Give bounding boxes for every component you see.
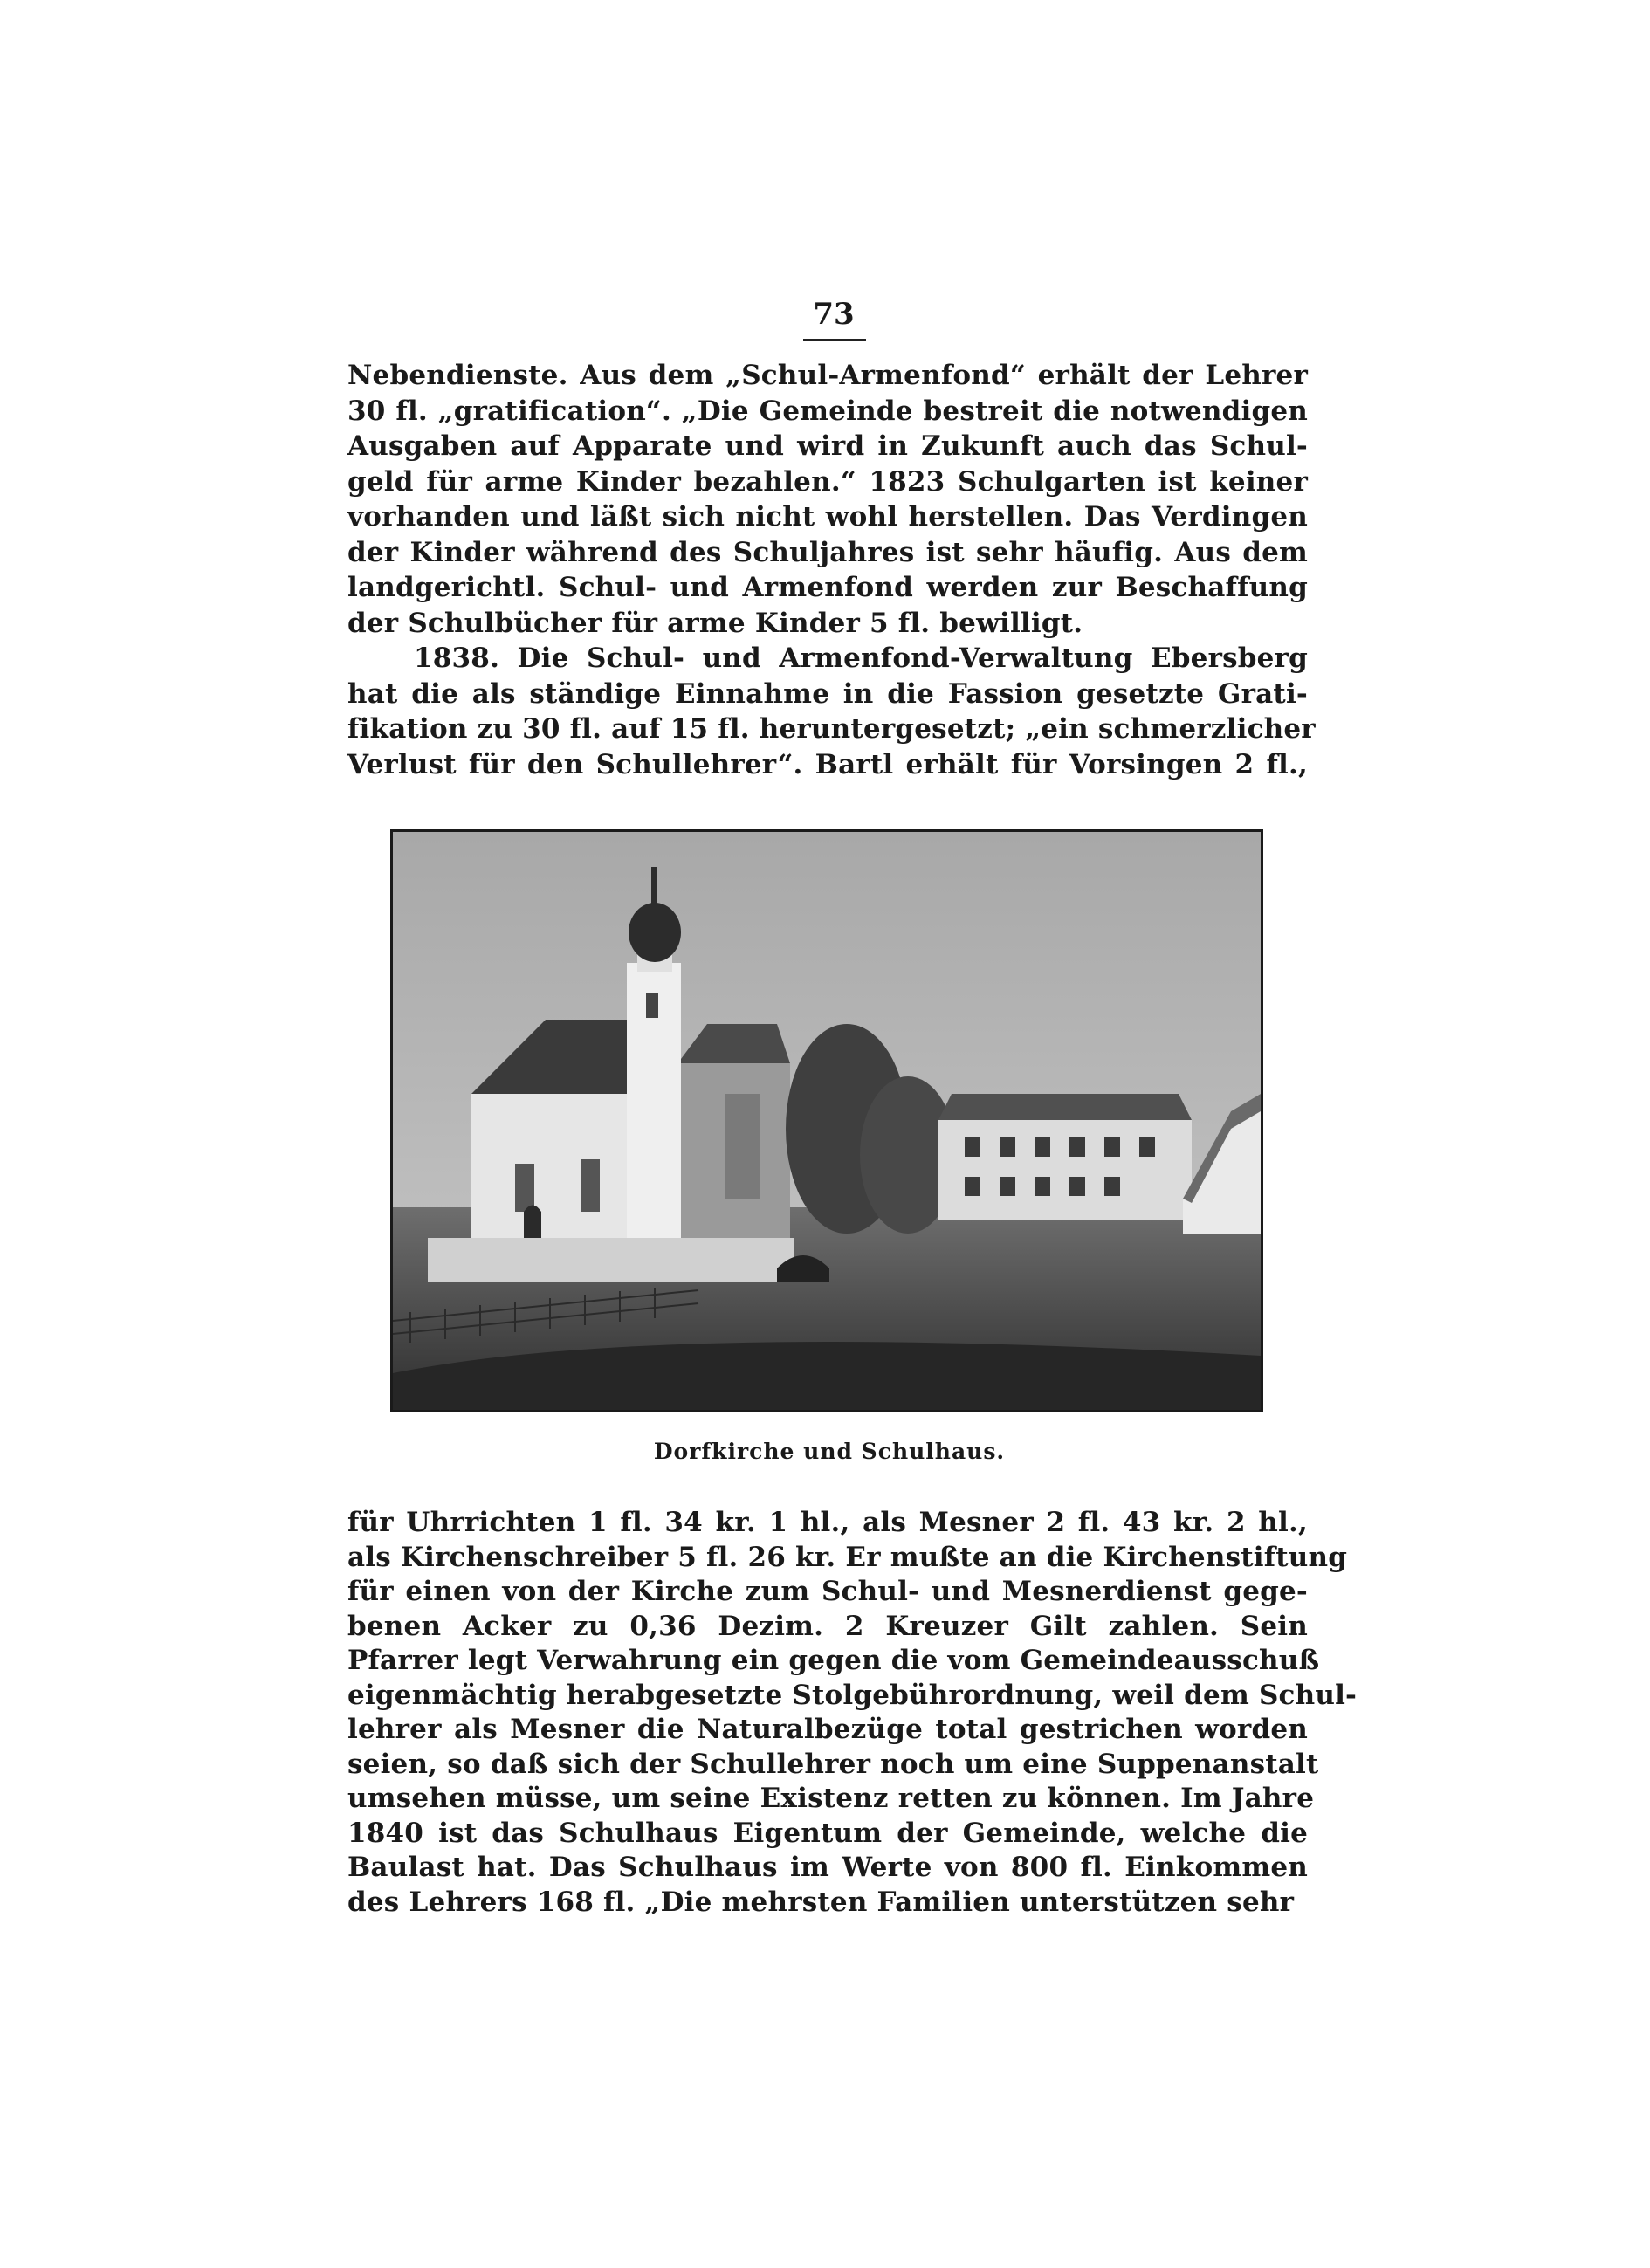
page-number-rule xyxy=(803,339,866,341)
text-line: Verlust für den Schullehrer“. Bartl erhält für Vorsingen 2 fl., xyxy=(347,748,1308,780)
page-number: 73 xyxy=(813,297,855,332)
text-line: eigenmächtig herabgesetzte Stolgebührordnung, weil dem Schul- xyxy=(347,1679,1358,1711)
text-line: Pfarrer legt Verwahrung ein gegen die vom Gemeindeausschuß xyxy=(347,1645,1320,1676)
text-line: fikation zu 30 fl. auf 15 fl. heruntergesetzt; „ein schmerzlicher xyxy=(347,713,1316,745)
text-line: als Kirchenschreiber 5 fl. 26 kr. Er mußte an die Kirchenstiftung xyxy=(347,1541,1348,1573)
text-line: vorhanden und läßt sich nicht wohl herstellen. Das Verdingen xyxy=(347,501,1308,533)
text-line: Nebendienste. Aus dem „Schul-Armenfond“ erhält der Lehrer xyxy=(347,360,1308,391)
text-line: hat die als ständige Einnahme in die Fassion gesetzte Grati- xyxy=(347,677,1308,710)
text-line: lehrer als Mesner die Naturalbezüge total gestrichen worden xyxy=(347,1714,1308,1745)
text-line: der Schulbücher für arme Kinder 5 fl. bewilligt. xyxy=(347,607,1083,639)
text-line: 1840 ist das Schulhaus Eigentum der Gemeinde, welche die xyxy=(347,1817,1308,1849)
text-line: Baulast hat. Das Schulhaus im Werte von 800 fl. Einkommen xyxy=(347,1852,1308,1883)
text-line: für Uhrrichten 1 fl. 34 kr. 1 hl., als Mesner 2 fl. 43 kr. 2 hl., xyxy=(347,1507,1308,1538)
text-line: der Kinder während des Schuljahres ist sehr häufig. Aus dem xyxy=(347,536,1308,568)
text-line: landgerichtl. Schul- und Armenfond werden zur Beschaffung xyxy=(347,572,1308,603)
text-line: des Lehrers 168 fl. „Die mehrsten Familien unterstützen sehr xyxy=(347,1886,1295,1918)
text-block-top xyxy=(347,358,1316,782)
text-line: 30 fl. „gratification“. „Die Gemeinde bestreit die notwendigen xyxy=(347,395,1308,427)
text-line: Ausgaben auf Apparate und wird in Zukunft auch das Schul- xyxy=(347,430,1308,462)
text-line: umsehen müsse, um seine Existenz retten zu können. Im Jahre xyxy=(347,1783,1315,1814)
figure-caption: Dorfkirche und Schulhaus. xyxy=(653,1439,1006,1464)
photo-church-and-schoolhouse xyxy=(390,829,1263,1412)
text-line: seien, so daß sich der Schullehrer noch um eine Suppenanstalt xyxy=(347,1748,1319,1780)
text-line: für einen von der Kirche zum Schul- und Mesnerdienst gege- xyxy=(347,1576,1308,1607)
text-line: 1838. Die Schul- und Armenfond-Verwaltung Ebersberg xyxy=(414,643,1308,674)
text-line: geld für arme Kinder bezahlen.“ 1823 Schulgarten ist keiner xyxy=(347,465,1308,498)
text-block-bottom xyxy=(347,1506,1358,1920)
text-line: benen Acker zu 0,36 Dezim. 2 Kreuzer Gilt zahlen. Sein xyxy=(347,1610,1308,1642)
